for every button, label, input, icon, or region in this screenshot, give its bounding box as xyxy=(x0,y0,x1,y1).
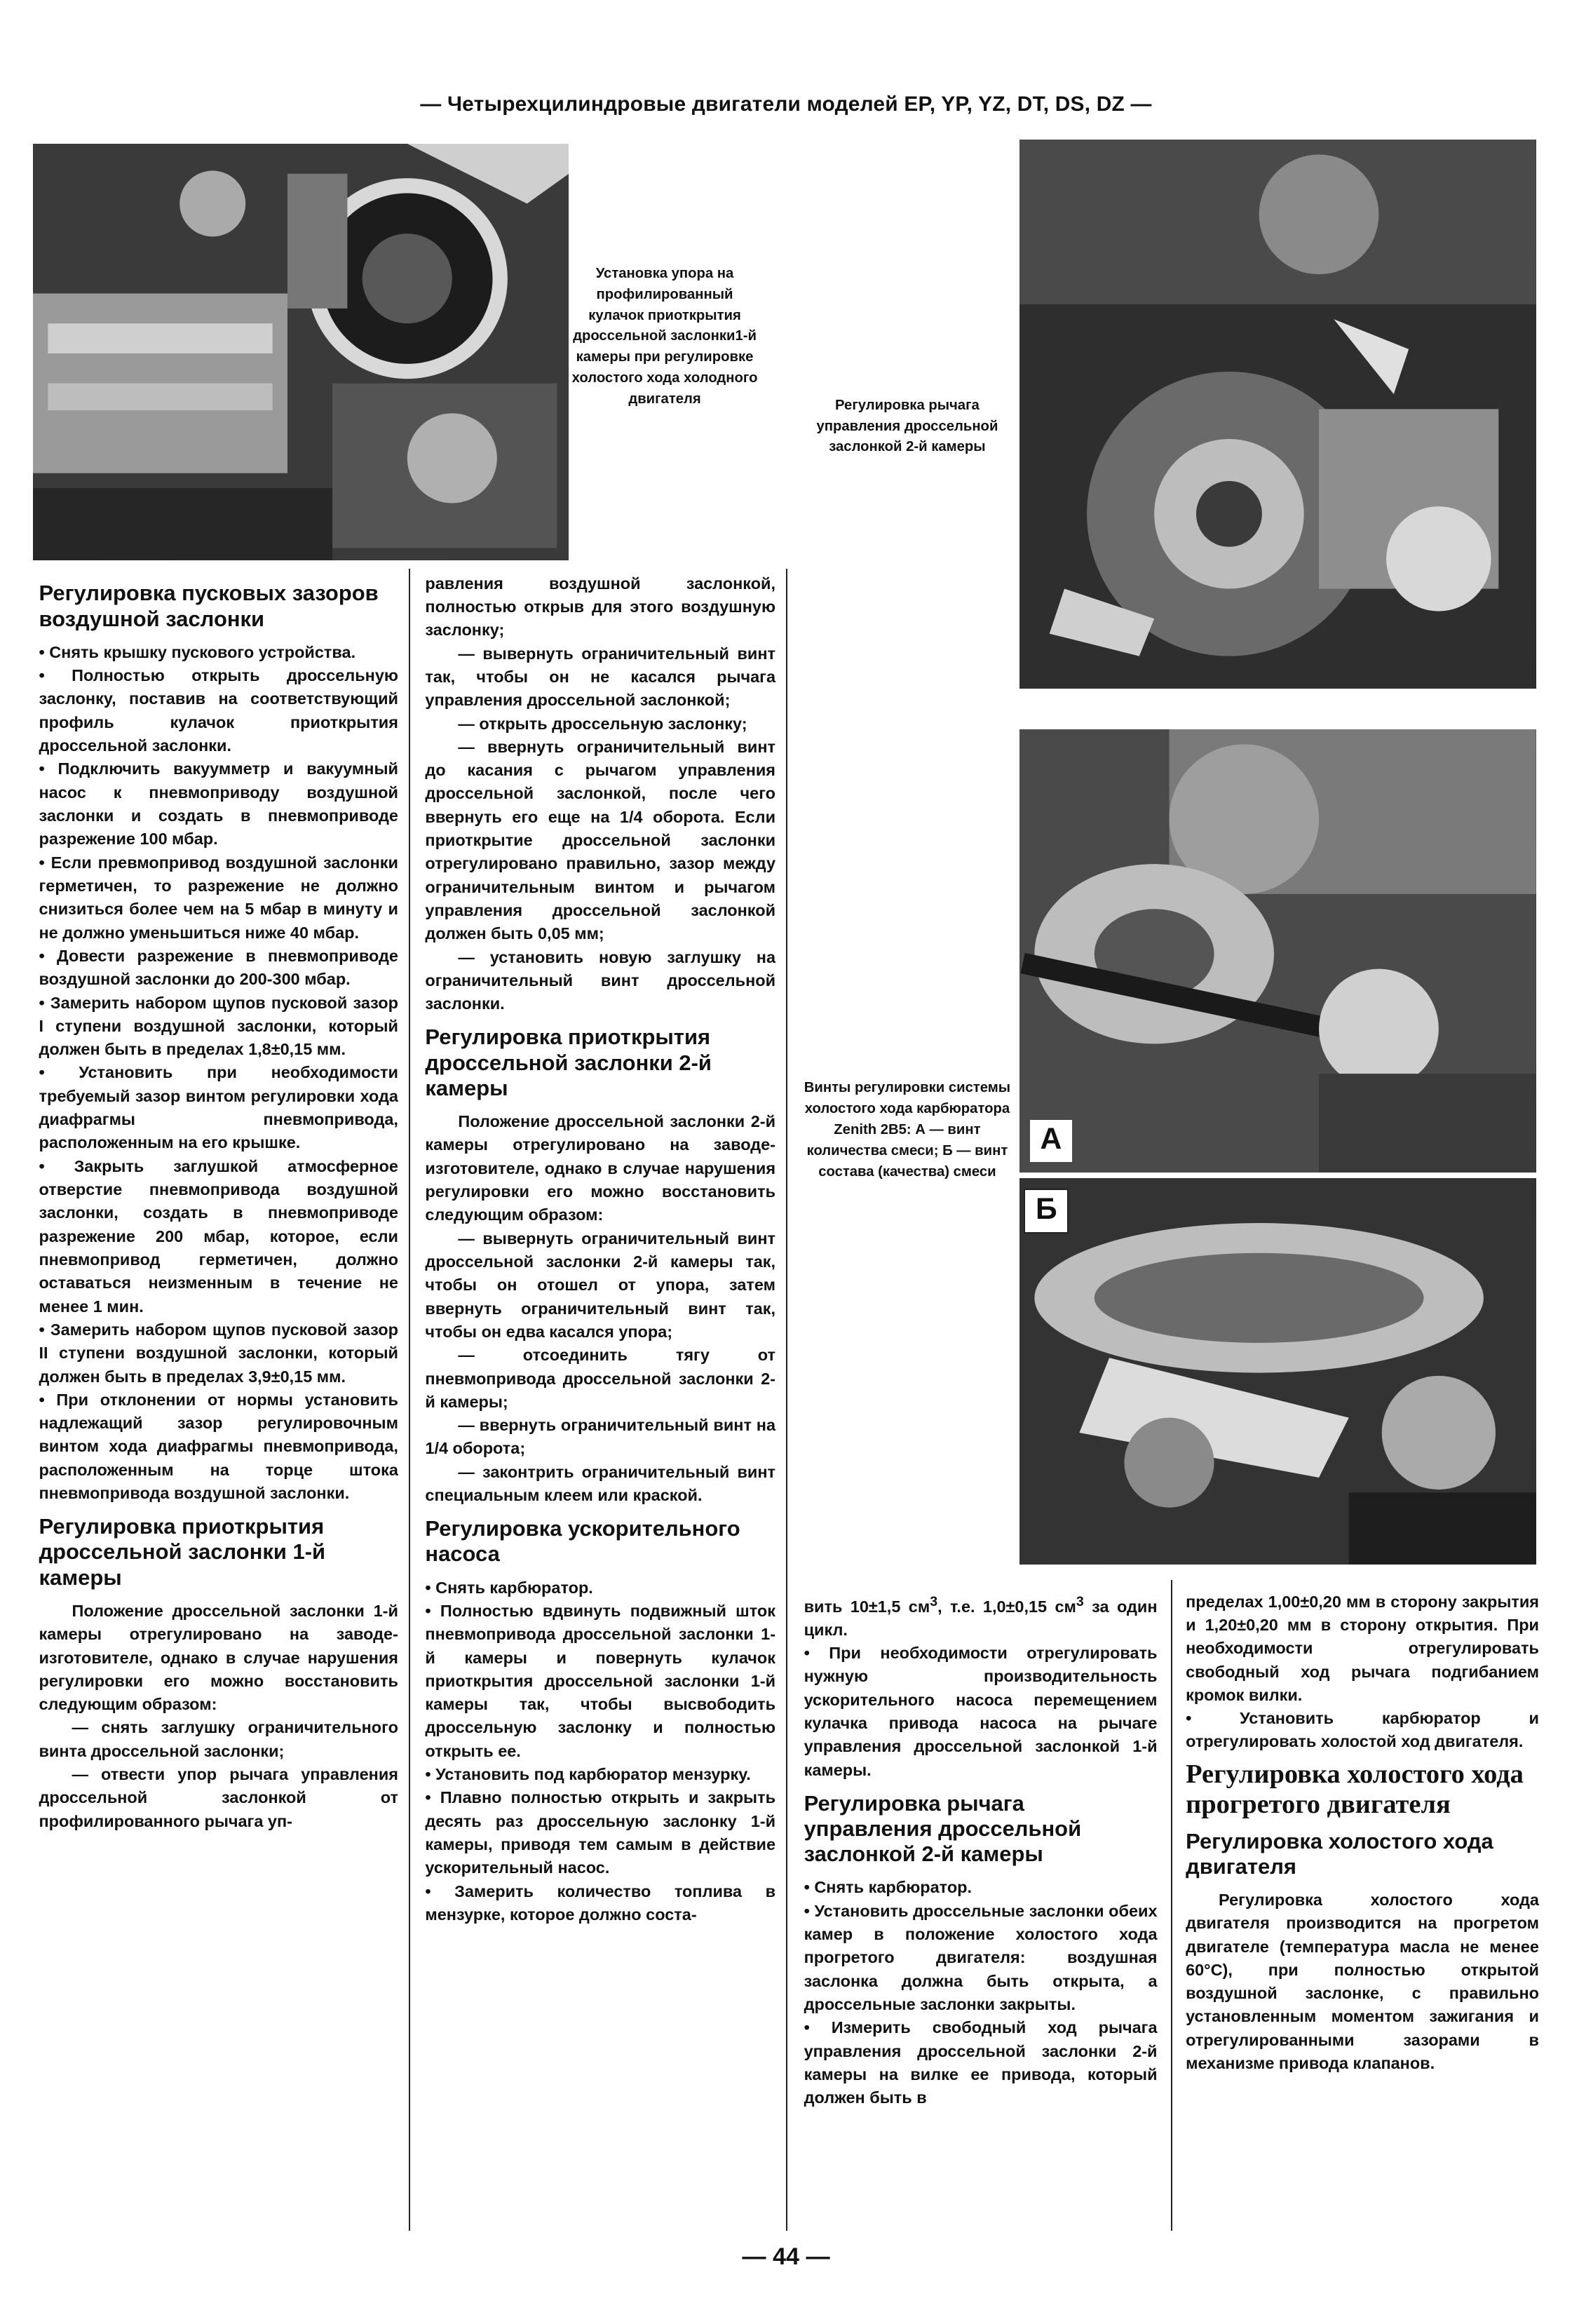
col3-volume-text-a: вить 10±1,5 см xyxy=(804,1597,930,1616)
photo-label-b: Б xyxy=(1024,1189,1069,1234)
col2-paragraph-1: Положение дроссельной заслонки 2-й камеры отрегулировано на заводе-изготовителе, однако в случае нарушения регулировки его можно восстановить следующим образом: xyxy=(425,1112,776,1224)
col2-dash-7: — ввернуть ограничительный винт на 1/4 оборота; xyxy=(425,1416,776,1458)
col2-bullet-3: • Установить под карбюратор мензурку. xyxy=(425,1765,751,1784)
col4-paragraph-1: Регулировка холостого хода двигателя производится на прогретом двигателе (температура масла не менее 60°С), при полностью открытой воздушной заслонке, с правильно установленным моментом зажигания и отрегулированными зазорами в механизме привода клапанов. xyxy=(1186,1890,1539,2073)
col3-volume-text-b: , т.е. 1,0±0,15 см xyxy=(937,1597,1076,1616)
heading-throttle-1: Регулировка приоткрытия дроссельной заслонки 1-й камеры xyxy=(39,1514,326,1590)
col2-dash-1: — вывернуть ограничительный винт так, чтобы он не касался рычага управления дроссельной заслонкой; xyxy=(425,644,776,710)
col2-continuation: равления воздушной заслонкой, полностью открыв для этого воздушную заслонку; xyxy=(425,574,776,640)
col1-dash-1: — снять заглушку ограничительного винта дроссельной заслонки; xyxy=(39,1718,398,1760)
col3-continuation xyxy=(804,1590,1158,1642)
col3-bullet-1: • При необходимости отрегулировать нужную производительность ускорительного насоса перемещением кулачка привода насоса на рычаге управления дроссельной заслонкой 1-й камеры. xyxy=(804,1644,1158,1779)
heading-idle: Регулировка холостого хода двигателя xyxy=(1186,1828,1493,1879)
carburetor-photo-1 xyxy=(33,144,569,560)
col1-bullet-10: • При отклонении от нормы установить надлежащий зазор регулировочным винтом хода диафрагмы пневмопривода, расположенным на торце штока пневмопривода воздушной заслонки. xyxy=(39,1390,398,1503)
col2-bullet-5: • Замерить количество топлива в мензурке, которое должно соста- xyxy=(425,1882,776,1924)
page-number: — 44 — xyxy=(742,2243,830,2270)
col2-bullet-2: • Полностью вдвинуть подвижный шток пневмопривода дроссельной заслонки 1-й камеры и повернуть кулачок приоткрытия дроссельной заслонки 1-й камеры так, чтобы высвободить дроссельную заслонку и полностью открыть ее. xyxy=(425,1601,776,1760)
photo-1-caption: Установка упора на профилированный кулачок приоткрытия дроссельной заслонки1-й камеры при регулировке холостого хода холодного двигателя xyxy=(571,265,758,407)
carburetor-photo-3a-image xyxy=(1019,729,1536,1173)
col3-bullet-2: • Снять карбюратор. xyxy=(804,1878,973,1897)
col2-dash-2: — открыть дроссельную заслонку; xyxy=(458,714,747,733)
col2-dash-6: — отсоединить тягу от пневмопривода дроссельной заслонки 2-й камеры; xyxy=(425,1346,776,1411)
col2-bullet-1: • Снять карбюратор. xyxy=(425,1578,593,1597)
heading-starting-gaps: Регулировка пусковых зазоров воздушной заслонки xyxy=(39,581,379,631)
col1-dash-2: — отвести упор рычага управления дроссельной заслонкой от профилированного рычага уп- xyxy=(39,1765,398,1830)
carburetor-photo-2 xyxy=(1019,140,1536,689)
col2-dash-8: — законтрить ограничительный винт специальным клеем или краской. xyxy=(425,1462,776,1505)
photo-2-caption: Регулировка рычага управления дроссельной заслонкой 2-й камеры xyxy=(816,397,998,455)
heading-warm-idle: Регулировка холостого хода прогретого двигателя xyxy=(1186,1759,1524,1819)
heading-throttle-2: Регулировка приоткрытия дроссельной заслонки 2-й камеры xyxy=(425,1025,712,1100)
column-rule-2 xyxy=(786,569,787,2231)
column-rule-1 xyxy=(409,569,410,2231)
col4-bullet-1: • Установить карбюратор и отрегулировать холостой ход двигателя. xyxy=(1186,1709,1539,1751)
col3-sup-2: 3 xyxy=(1076,1593,1084,1609)
column-1 xyxy=(39,572,398,1833)
carburetor-photo-1-image xyxy=(33,144,569,560)
col1-bullet-8: • Закрыть заглушкой атмосферное отверстие пневмопривода воздушной заслонки, создать в пневмоприводе разрежение 200 мбар, которое, если пневмопривод герметичен, должно оставаться неизменным в течение не менее 1 мин. xyxy=(39,1156,398,1316)
col3-sup-1: 3 xyxy=(930,1593,938,1609)
col1-bullet-1: • Снять крышку пускового устройства. xyxy=(39,642,356,661)
photo-3-caption: Винты регулировки системы холостого хода карбюратора Zenith 2В5: А — винт количества смеси; Б — винт состава (качества) смеси xyxy=(804,1080,1011,1180)
col1-paragraph-1: Положение дроссельной заслонки 1-й камеры отрегулировано на заводе-изготовителе, однако в случае нарушения регулировки его можно восстановить следующим образом: xyxy=(39,1601,398,1714)
col2-dash-4: — установить новую заглушку на ограничительный винт дроссельной заслонки. xyxy=(425,947,776,1013)
photo-label-a: А xyxy=(1030,1120,1072,1162)
running-header: — Четырехцилиндровые двигатели моделей EP, YP, YZ, DT, DS, DZ — xyxy=(420,93,1152,116)
column-2 xyxy=(425,572,775,1927)
column-rule-3 xyxy=(1171,1580,1172,2231)
col1-bullet-3: • Подключить вакуумметр и вакуумный насос к пневмоприводу воздушной заслонки и создать в пневмоприводе разрежение 100 мбар. xyxy=(39,759,398,849)
col1-bullet-7: • Установить при необходимости требуемый зазор винтом регулировки хода диафрагмы пневмопривода, расположенным на его крышке. xyxy=(39,1063,398,1152)
col1-bullet-2: • Полностью открыть дроссельную заслонку, поставив на соответствующий профиль кулачок приоткрытия дроссельной заслонки. xyxy=(39,666,398,755)
col2-bullet-4: • Плавно полностью открыть и закрыть десять раз дроссельную заслонку 1-й камеры, приводя тем самым в действие ускорительный насос. xyxy=(425,1788,776,1877)
col3-bullet-4: • Измерить свободный ход рычага управления дроссельной заслонки 2-й камеры на вилке ее привода, который должен быть в xyxy=(804,2018,1158,2107)
heading-lever-2: Регулировка рычага управления дроссельной заслонкой 2-й камеры xyxy=(804,1790,1082,1867)
col1-bullet-6: • Замерить набором щупов пусковой зазор I ступени воздушной заслонки, который должен быть в пределах 1,8±0,15 мм. xyxy=(39,993,398,1059)
col1-bullet-9: • Замерить набором щупов пусковой зазор II ступени воздушной заслонки, который должен быть в пределах 3,9±0,15 мм. xyxy=(39,1320,398,1386)
carburetor-photo-3a xyxy=(1019,729,1536,1173)
col1-bullet-5: • Довести разрежение в пневмоприводе воздушной заслонки до 200-300 мбар. xyxy=(39,946,398,989)
col1-bullet-4: • Если превмопривод воздушной заслонки герметичен, то разрежение не должно снизиться более чем на 5 мбар в минуту и не должно уменьшиться ниже 40 мбар. xyxy=(39,853,398,942)
heading-accelerator-pump: Регулировка ускорительного насоса xyxy=(425,1516,740,1567)
carburetor-photo-3b-image xyxy=(1019,1178,1536,1565)
carburetor-photo-3b xyxy=(1019,1178,1536,1565)
col2-dash-5: — вывернуть ограничительный винт дроссельной заслонки 2-й камеры так, чтобы он отошел от упора, затем ввернуть ограничительный винт так, чтобы он едва касался упора; xyxy=(425,1229,776,1341)
col3-bullet-3: • Установить дроссельные заслонки обеих камер в положение холостого хода прогретого двигателя: воздушная заслонка должна быть открыта, а дроссельные заслонки закрыты. xyxy=(804,1901,1158,2013)
col2-dash-3: — ввернуть ограничительный винт до касания с рычагом управления дроссельной заслонкой, после чего ввернуть его еще на 1/4 оборота. Если приоткрытие дроссельной заслонки отрегулировано правильно, зазор между ограничительным винтом и рычагом управления дроссельной заслонкой должен быть 0,05 мм; xyxy=(425,737,776,943)
col3-volume-text-c: за один цикл. xyxy=(804,1597,1158,1639)
column-4 xyxy=(1186,1590,1539,2076)
carburetor-photo-2-image xyxy=(1019,140,1536,689)
col4-continuation: пределах 1,00±0,20 мм в сторону закрытия и 1,20±0,20 мм в сторону открытия. При необходимости отрегулировать свободный ход рычага подгибанием кромок вилки. xyxy=(1186,1592,1539,1704)
column-3 xyxy=(804,1590,1158,2110)
